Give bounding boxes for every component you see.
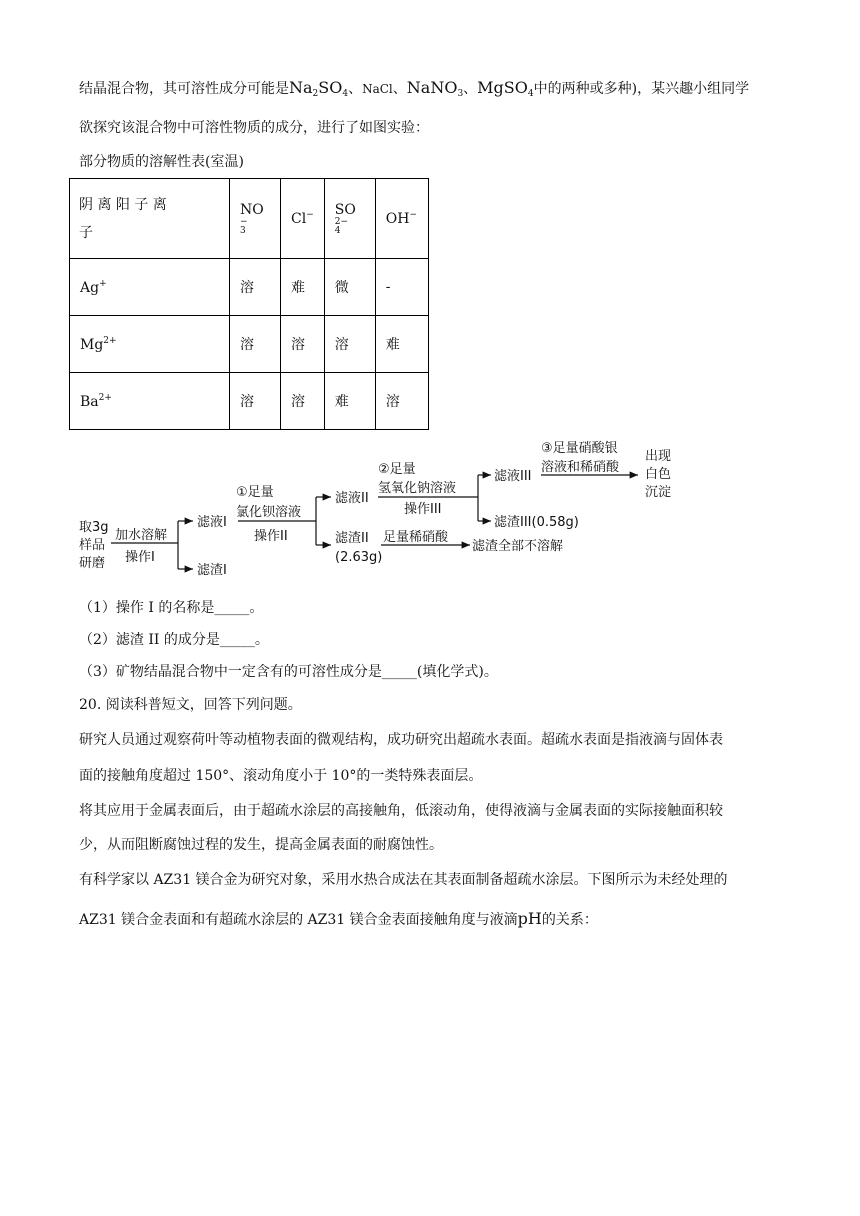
q20-title: 20. 阅读科普短文，回答下列问题。	[79, 697, 302, 713]
formula-nano3: NaNO$_3$	[406, 78, 464, 99]
residue-3: 滤渣III(0.58g)	[494, 515, 579, 530]
anion-so4: SO 2− 4	[324, 179, 375, 259]
step2-label-b: 氢氧化钠溶液	[378, 481, 457, 496]
cell-mg-oh: 难	[375, 316, 428, 373]
filtrate-3: 滤液III	[494, 469, 532, 484]
intro-text: 结晶混合物，其可溶性成分可能是	[79, 81, 289, 97]
corner-text-1: 阴 离 阳 子 离	[79, 196, 167, 213]
cation-ag: Ag+	[70, 259, 230, 316]
op1-label-top: 加水溶解	[115, 528, 168, 543]
step2-label-a: ②足量	[378, 462, 416, 477]
cell-ba-cl: 溶	[281, 373, 325, 430]
step3-label-b: 溶液和稀硝酸	[541, 460, 620, 475]
formula-mgso4: MgSO$_4$	[477, 78, 534, 99]
step3-label-a: ③足量硝酸银	[541, 441, 618, 456]
table-title: 部分物质的溶解性表(室温)	[79, 154, 244, 170]
op1-label-bottom: 操作I	[125, 550, 155, 565]
ph-symbol: pH	[517, 909, 542, 928]
q20-p3-line2: AZ31 镁合金表面和有超疏水涂层的 AZ31 镁合金表面接触角度与液滴pH的关系：	[79, 909, 598, 928]
flow-start-2: 样品	[79, 538, 106, 553]
anion-cl: Cl−	[281, 179, 325, 259]
result-2: 白色	[645, 467, 672, 482]
q20-p1-line1: 研究人员通过观察荷叶等动植物表面的微观结构，成功研究出超疏水表面。超疏水表面是指液滴与固体表	[79, 732, 723, 748]
formula-nacl: NaCl	[362, 82, 393, 96]
cell-mg-no3: 溶	[230, 316, 281, 373]
cell-mg-cl: 溶	[281, 316, 325, 373]
step1-label-b: 氯化钡溶液	[236, 505, 302, 520]
anion-no3: NO − 3	[230, 179, 281, 259]
residue-2: 滤渣II	[335, 531, 369, 546]
op2-label: 操作II	[254, 529, 288, 544]
cation-ba: $Ba^{2+}$	[70, 373, 230, 430]
formula-na2so4: $Na_2SO_4$	[289, 78, 349, 99]
op3-label: 操作III	[404, 502, 442, 517]
intro-line-2: 欲探究该混合物中可溶性物质的成分，进行了如图实验：	[79, 120, 429, 136]
result-3: 沉淀	[645, 485, 672, 500]
filtrate-1: 滤液I	[197, 515, 227, 530]
q20-p3-line1: 有科学家以 AZ31 镁合金为研究对象，采用水热合成法在其表面制备超疏水涂层。下图所示为未经处理的	[79, 872, 728, 888]
q20-p1-line2: 面的接触角度超过 150°、滚动角度小于 10°的一类特殊表面层。	[79, 768, 483, 784]
cell-ag-so4: 微	[324, 259, 375, 316]
question-3: （3）矿物结晶混合物中一定含有的可溶性成分是_____(填化学式)。	[79, 664, 498, 680]
corner-text-2: 子	[79, 224, 93, 241]
acid-label: 足量稀硝酸	[383, 530, 449, 545]
q20-p2-line2: 少，从而阻断腐蚀过程的发生，提高金属表面的耐腐蚀性。	[79, 837, 443, 853]
intro-line-1: 结晶混合物，其可溶性成分可能是$Na_2SO_4$、NaCl、NaNO$_3$、MgSO$_4$中的两种或多种)，某兴趣小组同学	[79, 78, 750, 99]
residue-1: 滤渣I	[197, 563, 227, 578]
experiment-flow-diagram	[0, 0, 860, 600]
anion-oh: OH−	[375, 179, 428, 259]
cell-ag-oh: -	[375, 259, 428, 316]
cell-ag-no3: 溶	[230, 259, 281, 316]
q20-p2-line1: 将其应用于金属表面后，由于超疏水涂层的高接触角，低滚动角，使得液滴与金属表面的实际接触面积较	[79, 803, 723, 819]
step1-label-a: ①足量	[236, 485, 274, 500]
cell-ba-no3: 溶	[230, 373, 281, 430]
cell-mg-so4: 溶	[324, 316, 375, 373]
all-insoluble: 滤渣全部不溶解	[472, 539, 564, 554]
cell-ba-so4: 难	[324, 373, 375, 430]
question-1: （1）操作 I 的名称是_____。	[79, 600, 264, 616]
filtrate-2: 滤液II	[335, 491, 369, 506]
residue-2-mass: (2.63g)	[335, 550, 383, 565]
flow-start-3: 研磨	[79, 556, 106, 571]
flow-start-1: 取3g	[79, 520, 109, 535]
result-1: 出现	[645, 449, 672, 464]
question-2: （2）滤渣 II 的成分是_____。	[79, 632, 269, 648]
cell-ba-oh: 溶	[375, 373, 428, 430]
intro-text-end: 中的两种或多种)，某兴趣小组同学	[533, 81, 750, 97]
cell-ag-cl: 难	[281, 259, 325, 316]
cation-mg: $Mg^{2+}$	[70, 316, 230, 373]
